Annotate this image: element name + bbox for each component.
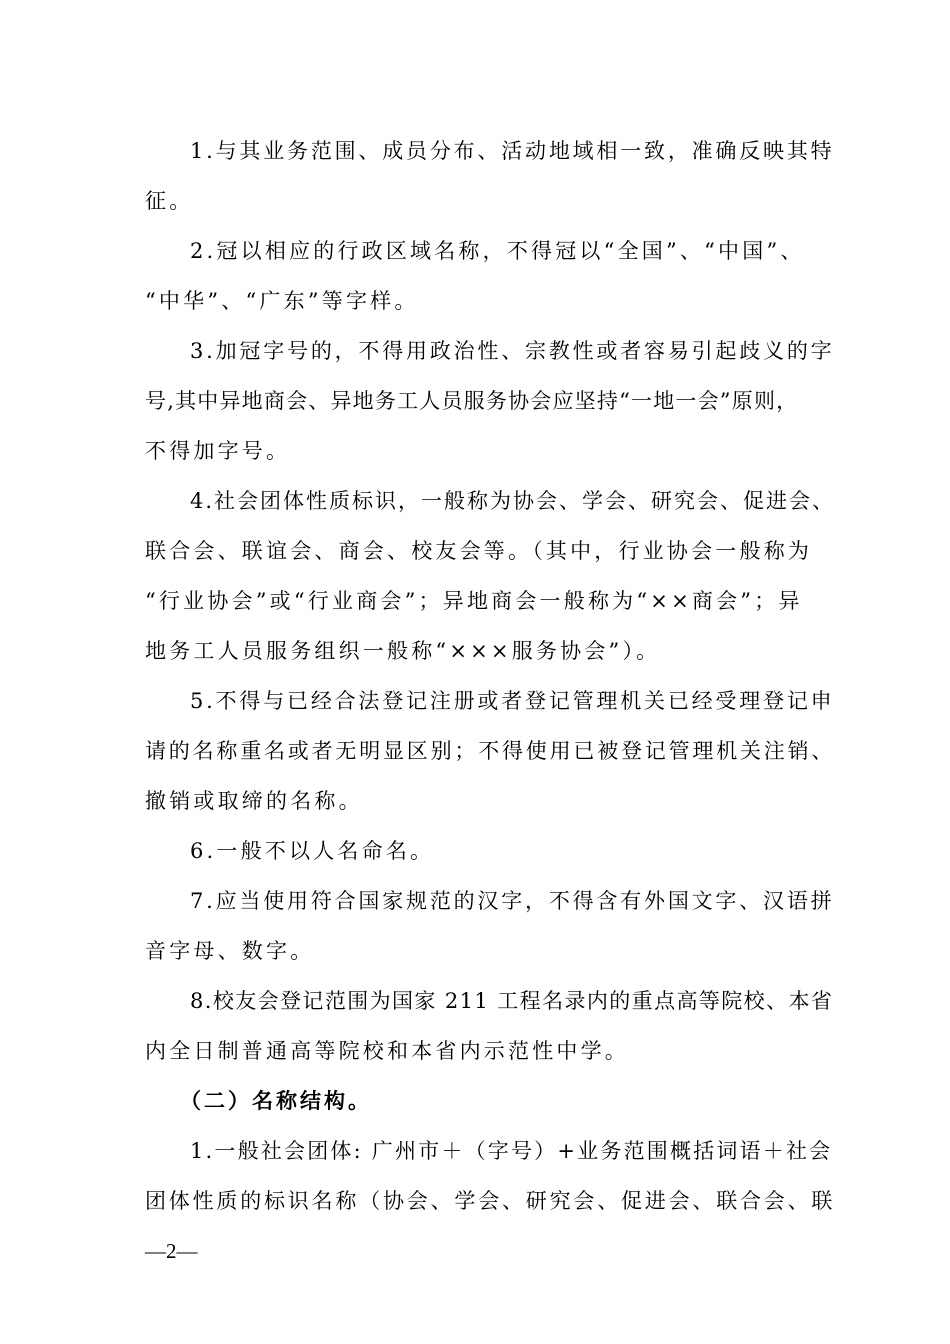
paragraph-line: “行业协会”或“行业商会”；异地商会一般称为“××商会”；异 [145, 589, 803, 613]
paragraph-line: 4.社会团体性质标识，一般称为协会、学会、研究会、促进会、 [190, 489, 836, 513]
paragraph-line: 联合会、联谊会、商会、校友会等。（其中，行业协会一般称为 [145, 539, 813, 563]
paragraph-line: 音字母、数字。 [145, 939, 315, 963]
paragraph-line: 请的名称重名或者无明显区别；不得使用已被登记管理机关注销、 [145, 739, 836, 763]
paragraph-line: 征。 [145, 189, 194, 213]
page-number: —2— [145, 1239, 198, 1263]
paragraph-line: “中华”、“广东”等字样。 [145, 289, 419, 313]
paragraph-line: 1.一般社会团体: 广州市＋（字号）+业务范围概括词语＋社会 [190, 1139, 833, 1163]
paragraph-line: 2.冠以相应的行政区域名称，不得冠以“全国”、“中国”、 [190, 239, 805, 263]
paragraph-line: 5.不得与已经合法登记注册或者登记管理机关已经受理登记申 [190, 689, 835, 713]
paragraph-line: 8.校友会登记范围为国家 211 工程名录内的重点高等院校、本省 [190, 989, 834, 1013]
paragraph-line: 团体性质的标识名称（协会、学会、研究会、促进会、联合会、联 [145, 1189, 836, 1213]
paragraph-line: 不得加字号。 [145, 439, 291, 463]
paragraph-line: 撤销或取缔的名称。 [145, 789, 363, 813]
section-heading: （二）名称结构。 [180, 1088, 372, 1113]
paragraph-line: 内全日制普通高等院校和本省内示范性中学。 [145, 1039, 629, 1063]
paragraph-line: 号,其中异地商会、异地务工人员服务协会应坚持“一地一会”原则， [145, 389, 799, 413]
paragraph-line: 3.加冠字号的，不得用政治性、宗教性或者容易引起歧义的字 [190, 339, 835, 363]
paragraph-line: 6.一般不以人名命名。 [190, 839, 435, 863]
paragraph-line: 7.应当使用符合国家规范的汉字，不得含有外国文字、汉语拼 [190, 889, 835, 913]
paragraph-line: 地务工人员服务组织一般称“×××服务协会”）。 [145, 639, 661, 663]
paragraph-line: 1.与其业务范围、成员分布、活动地域相一致，准确反映其特 [190, 139, 835, 163]
